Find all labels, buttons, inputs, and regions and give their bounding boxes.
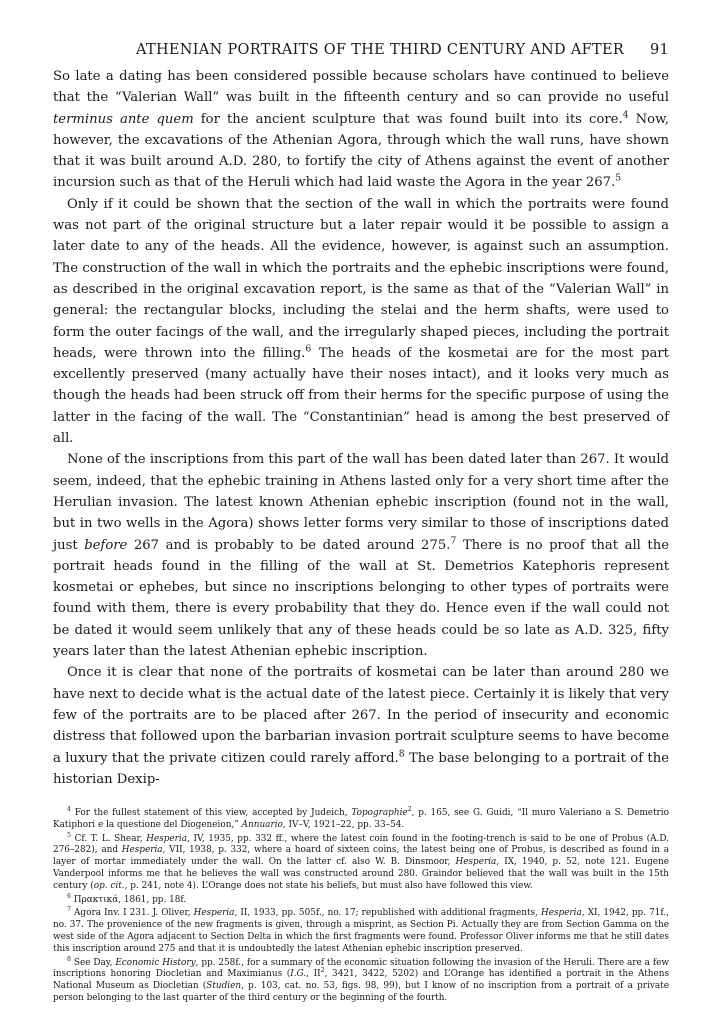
running-title: ATHENIAN PORTRAITS OF THE THIRD CENTURY AND AFTER [136,42,625,58]
text-run: Now, however, the excavations of the Athenian Agora, through which the wall runs, have shown that it was built around A.D. 280, to fortify the city of Athens against the event of another incursion such as that of the Heruli which had laid waste the Agora in the year 267. [53,111,669,191]
footnote [53,892,669,907]
footnotes [53,808,669,1005]
note-marker: 8 [398,748,405,760]
note-marker: 7 [450,535,457,547]
note-marker: 6 [67,892,71,900]
text-run: The base belonging to a portrait of the historian Dexip- [53,750,670,787]
italic-text: Hesperia [540,908,582,919]
note-marker: 2 [407,806,412,814]
italic-text: Studien [206,981,242,992]
italic-text: Hesperia [193,908,235,919]
note-marker: 6 [305,343,312,355]
note-marker: 5 [67,831,71,839]
text-run: , IX, 1940, p. 52, note 121. Eugene Vanderpool informs me that he believes the wall was constructed around 280. Graindor believed that the wall was built in the 15th century ( [53,857,669,891]
page [53,38,669,1007]
text-run: There is no proof that all the portrait heads found in the filling of the wall at St. Demetrios Katephoris represent kosmetai or ephebes, but since no inscriptions belonging to other types of portraits were found with them, there is every probability that they do. Hence even if the wall could not be dated it would seem unlikely that any of these heads could be so late as A.D. 325, fifty years later than the latest Athenian ephebic inscription. [53,537,670,660]
paragraph [53,194,669,450]
text-run: , IV–V, 1921–22, pp. 33–54. [282,819,405,830]
italic-text: Hesperia [455,857,497,868]
text-run: , pp. 258f., for a summary of the economic situation following the invasion of the Heruli. There are a few inscriptions honoring Diocletian and Maximianus ( [53,957,669,980]
text-run: , II [306,969,321,980]
note-marker: 5 [615,173,622,185]
paragraph [53,449,669,662]
footnote [53,955,669,1005]
note-marker: 2 [320,967,325,975]
text-run: , VII, 1938, p. 332, where a hoard of sixteen coins, the latest being one of Probus, is described as found in a layer of mortar immediately under the wall. On the latter cf. also W. B. Dinsmoor, [53,845,670,868]
paragraph [53,66,669,194]
text-run: , IV, 1935, pp. 332 ff., where the latest coin found in the footing-trench is said to be one of Probus (A.D. 276–282), and [53,833,669,856]
footnote [53,831,670,893]
italic-text: Hesperia [146,833,188,844]
text-run: Πρακτικά, 1861, pp. 18f. [70,894,187,905]
text-run: So late a dating has been considered possible because scholars have continued to believe that the “Valerian Wall” was built in the fifteenth century and so can provide no useful [53,69,669,106]
italic-text: Topographie [351,808,408,819]
italic-text: Hesperia [121,845,163,856]
text-run: 267 and is probably to be dated around 275. [127,537,451,553]
text-run: For the fullest statement of this view, accepted by Judeich, [70,808,352,819]
italic-text: Annuario [241,819,283,830]
text-run: None of the inscriptions from this part of the wall has been dated later than 267. It would seem, indeed, that the ephebic training in Athens lasted only for a very short time after the Herulian invasion. The latest known Athenian ephebic inscription (found not in the wall, but in two wells in the Agora) shows letter forms very similar to those of inscriptions dated just [53,452,669,553]
italic-text: before [84,537,128,553]
text-run: , II, 1933, pp. 505f., no. 17; republished with additional fragments, [234,908,541,919]
paragraph [53,662,669,790]
text-run: The heads of the kosmetai are for the most part excellently preserved (many actually have their noses intact), and it looks very much as though the heads had been struck off from their herms for the specific purpose of using the latter in the facing of the wall. The “Constantinian” head is among the best preserved of all. [53,345,669,447]
italic-text: op. cit. [93,880,125,891]
note-marker: 4 [622,109,629,121]
page-number: 91 [649,42,669,58]
footnote [53,808,669,832]
italic-text: terminus ante quem [53,111,194,127]
note-marker: 4 [67,806,71,814]
running-header [53,38,669,66]
note-marker: 7 [67,906,71,914]
text-run: Agora Inv. I 231. J. Oliver, [70,908,194,919]
body-text [53,66,669,790]
text-run: Only if it could be shown that the section of the wall in which the portraits were found was not part of the original structure but a later repair would it be possible to assign a later date to any of the heads. All the evidence, however, is against such an assumption. The construction of the wall in which the portraits and the ephebic inscriptions were found, as described in the original excavation report, is the same as that of the “Valerian Wall” in general: the rectangular blocks, including the stelai and the herm shafts, were used to form the outer facings of the wall, and the irregularly shaped pieces, including the portrait heads, were thrown into the filling. [53,196,669,361]
text-run: , p. 103, cat. no. 53, figs. 98, 99), but I know of no inscription from a portrait of a private person belonging to the last quarter of the third century or the beginning of the fourth. [53,981,669,1004]
text-run: Once it is clear that none of the portraits of kosmetai can be later than around 280 we have next to decide what is the actual date of the latest piece. Certainly it is likely that very few of the portraits are to be placed after 267. In the period of insecurity and economic distress that followed upon the barbarian invasion portrait sculpture seems to have become a luxury that the private citizen could rarely afford. [53,665,669,766]
text-run: , p. 241, note 4). L’Orange does not state his beliefs, but must also have followed this view. [124,880,533,891]
text-run: , 3421, 3422, 5202) and L’Orange has identified a portrait in the Athens National Museum as Diocletian ( [53,969,669,992]
footnote [53,908,669,955]
text-run: See Day, [70,957,116,968]
italic-text: I.G. [290,969,307,980]
text-run: for the ancient sculpture that was found built into its core. [193,111,623,127]
text-run: , p. 165, see G. Guidi, “Il muro Valeriano a S. Demetrio Katiphori e la questione del Diogeneion,” [53,808,669,830]
note-marker: 8 [67,955,71,963]
italic-text: Economic History [115,957,196,968]
text-run: , XI, 1942, pp. 71f., no. 37. The provenience of the new fragments is given, through a misprint, as Section Pi. Actually they are from Section Gamma on the west side of the Agora adjacent to Section Delta in which the first fragments were found. Professor Oliver informs me that he still dates this inscription around 275 and that it is undoubtedly the latest Athenian ephebic inscription preserved. [53,908,669,954]
text-run: Cf. T. L. Shear, [70,833,147,844]
